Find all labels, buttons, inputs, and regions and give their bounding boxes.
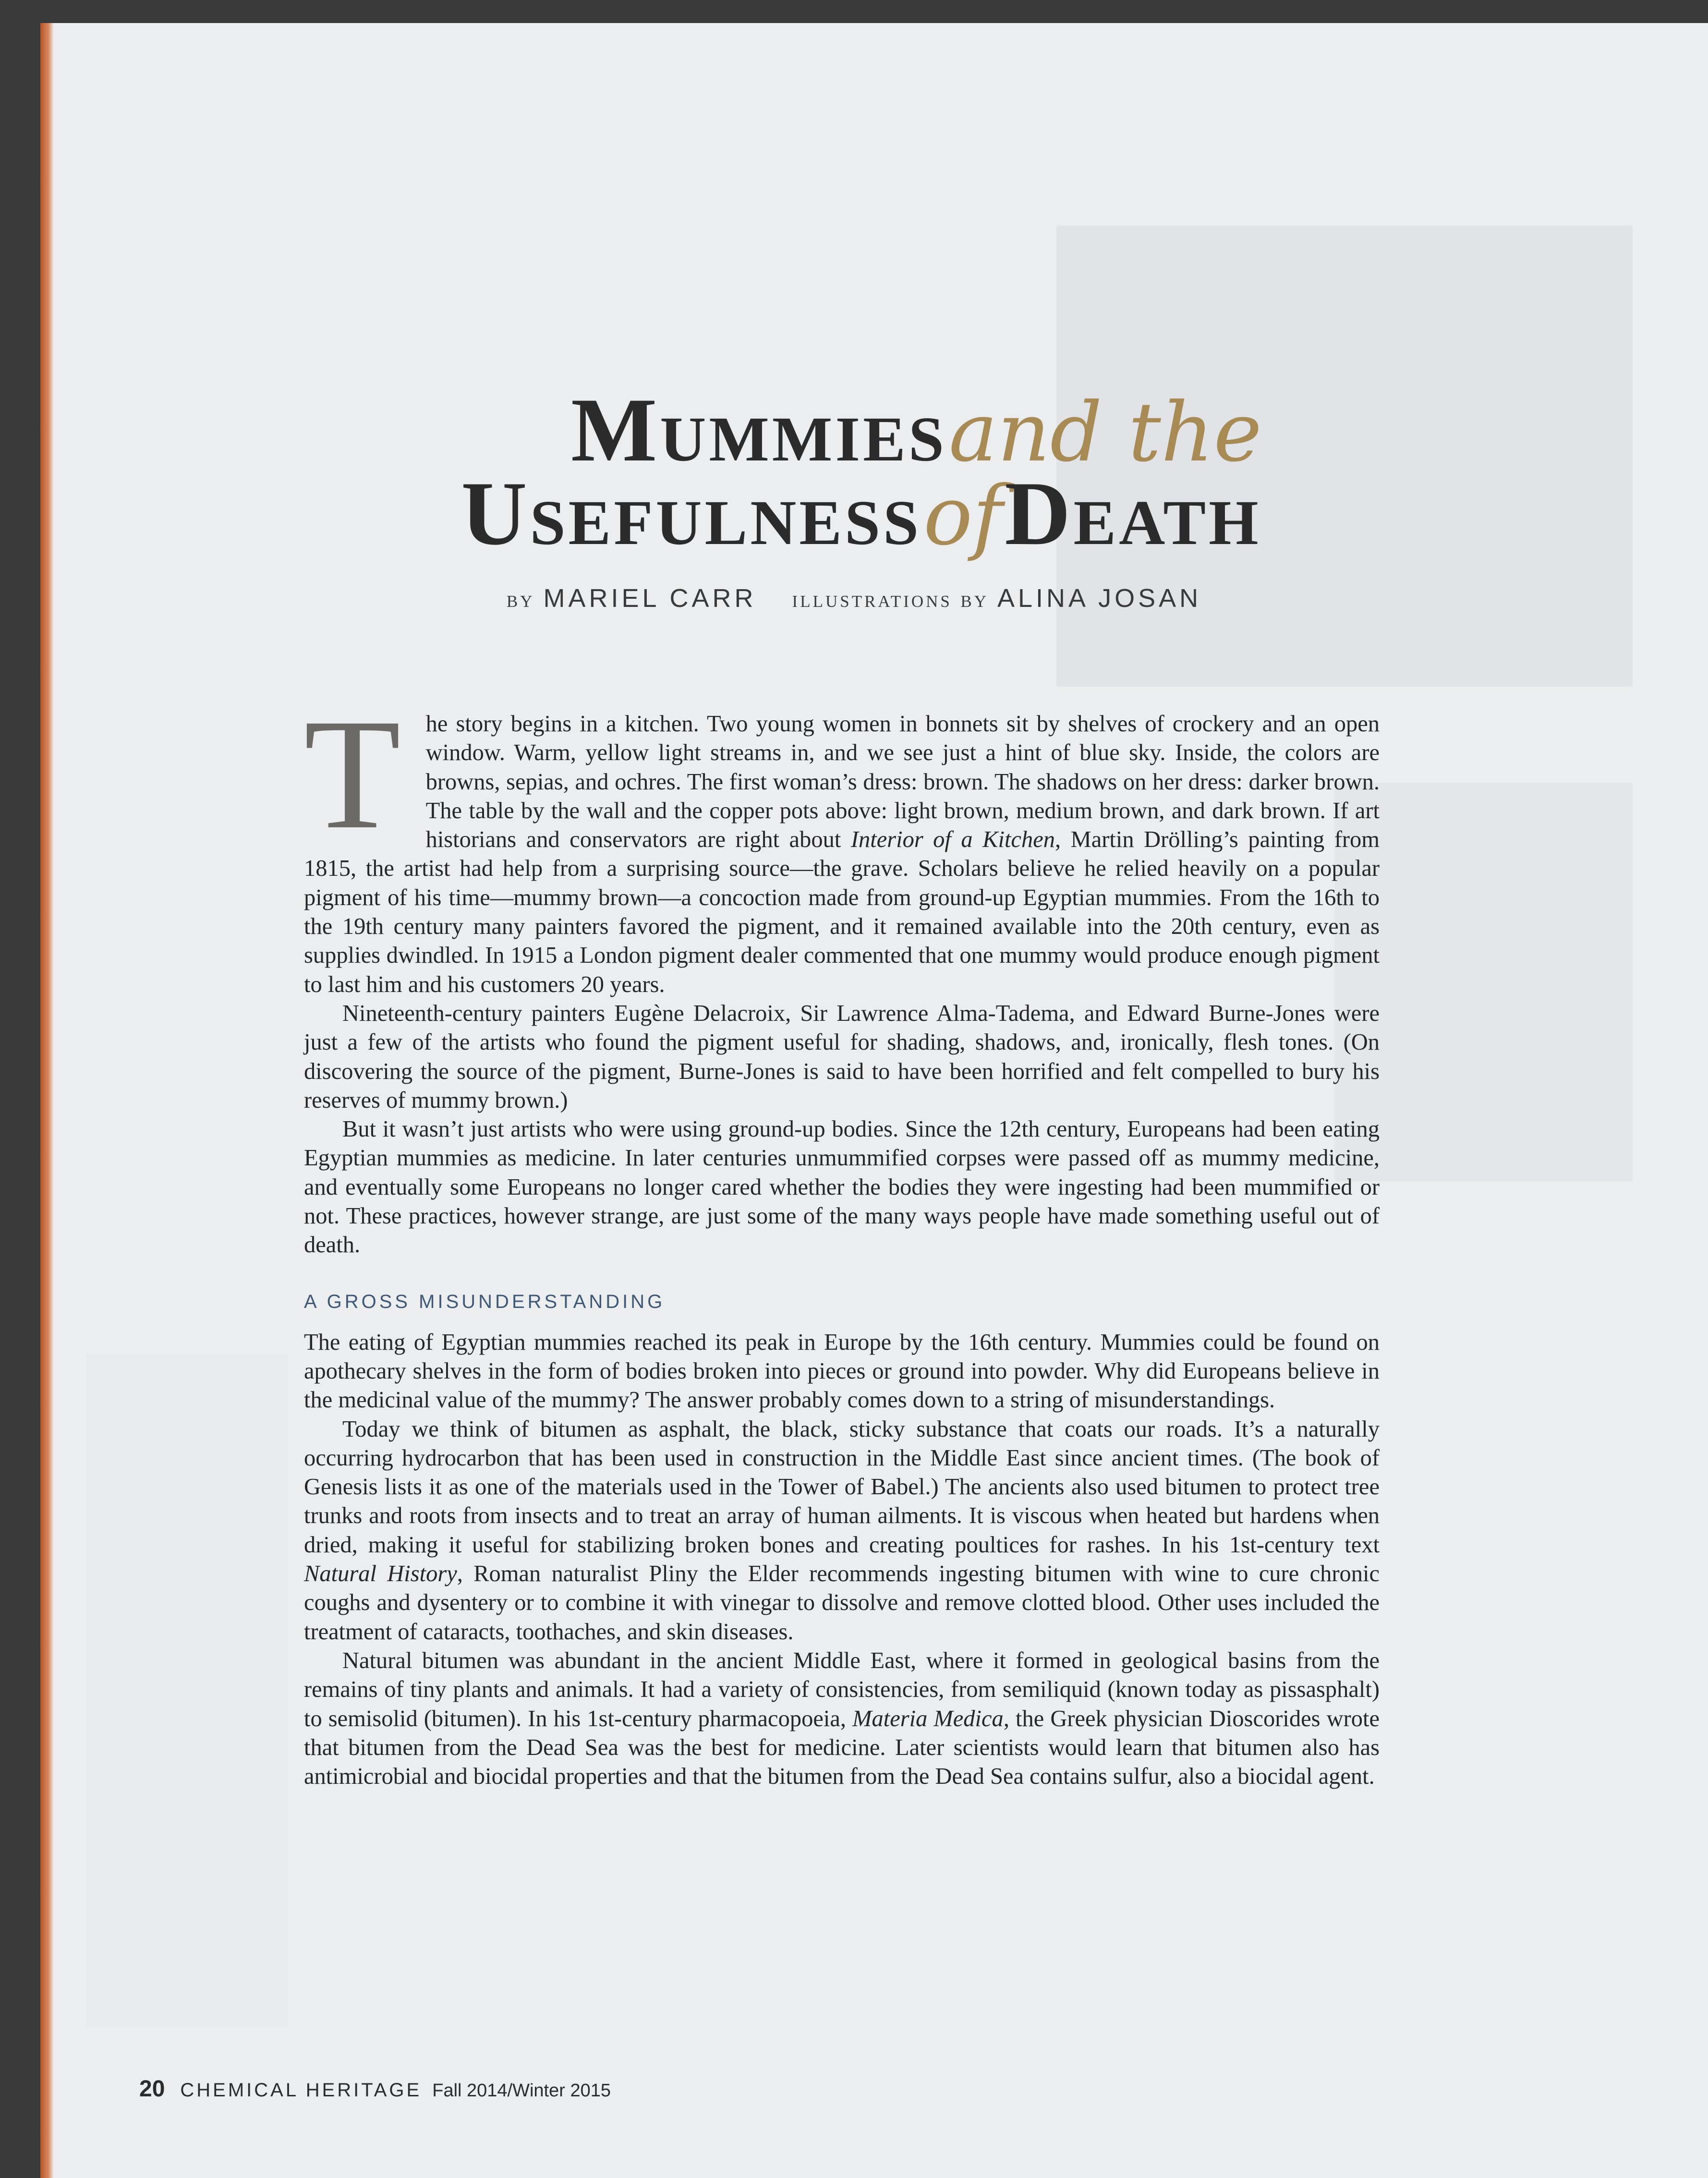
title-word-of: of: [923, 468, 1003, 564]
byline: [0, 583, 1708, 613]
show-through-panel: [1335, 783, 1633, 1181]
paragraph-4: The eating of Egyptian mummies reached its peak in Europe by the 16th century. Mummies could be found on apothecary shelves in the form of bodies broken into pieces or ground into powder. Why did Europeans believe in the medicinal value of the mummy? The answer probably comes down to a string of misunderstandings.: [304, 1329, 1380, 1413]
byline-illustrations-label: illustrations by: [792, 585, 989, 612]
byline-illustrator: ALINA JOSAN: [997, 584, 1202, 613]
title-line-2: [0, 463, 1708, 564]
page-spine-edge: [40, 23, 54, 2178]
article-body: [304, 687, 1380, 1791]
article-title: [0, 380, 1708, 564]
paragraph-1: [304, 687, 1380, 999]
page-footer: [139, 2076, 611, 2102]
paragraph-1-rest: , Martin Drölling’s painting from 1815, the artist had help from a surprising source—the grave. Scholars believe he relied heavily on a popular pigment of his time—mummy brown—a concoction made from ground-up Egyptian mummies. From the 16th to the 19th century many painters favored the pigment, and it remained available into the 20th century, even as supplies dwindled. In 1915 a London pigment dealer commented that one mummy would produce enough pigment to last him and his customers 20 years.: [304, 827, 1380, 997]
title-word-usefulness: Usefulness: [461, 463, 922, 564]
title-word-mummies: Mummies: [571, 380, 947, 481]
paragraph-6: [304, 1646, 1380, 1791]
magazine-name: CHEMICAL HERITAGE: [180, 2080, 422, 2101]
paragraph-5: [304, 1415, 1380, 1646]
paragraph-3: But it wasn’t just artists who were using ground-up bodies. Since the 12th century, Europeans had been eating Egyptian mummies as medicine. In later centuries unmummified corpses were passed off as mummy medicine, and eventually some Europeans no longer cared whether the bodies they were ingesting had been mummified or not. These practices, however strange, are just some of the many ways people have made something useful out of death.: [304, 1116, 1380, 1258]
byline-by-label: by: [506, 585, 535, 612]
paragraph-5-rest: , Roman naturalist Pliny the Elder recommends ingesting bitumen with wine to cure chronic coughs and dysentery or to combine it with vinegar to dissolve and remove clotted blood. Other uses included the treatment of cataracts, toothaches, and skin diseases.: [304, 1561, 1380, 1645]
paragraph-2: Nineteenth-century painters Eugène Delacroix, Sir Lawrence Alma-Tadema, and Edward Burne-Jones were just a few of the artists who found the pigment useful for shading, shadows, and, ironically, flesh tones. (On discovering the source of the pigment, Burne-Jones is said to have been horrified and felt compelled to bury his reserves of mummy brown.): [304, 1000, 1380, 1113]
title-word-death: Death: [1005, 463, 1261, 564]
issue-date: Fall 2014/Winter 2015: [432, 2081, 611, 2101]
paragraph-6-rest: , the Greek physician Dioscorides wrote that bitumen from the Dead Sea was the best for medicine. Later scientists would learn that bitumen also has antimicrobial and biocidal properties and that the bitumen from the Dead Sea contains sulfur, also a biocidal agent.: [304, 1706, 1380, 1790]
show-through-column: [86, 1354, 288, 2026]
painting-title: Interior of a Kitchen: [850, 827, 1055, 853]
byline-author: MARIEL CARR: [543, 584, 757, 613]
paragraph-1-text: he story begins in a kitchen. Two young women in bonnets sit by shelves of crockery and an open window. Warm, yellow light streams in, and we see just a hint of blue sky. Inside, the colors are browns, sepias, and ochres. The first woman’s dress: brown. The shadows on her dress: darker brown. The table by the wall and the copper pots above: light brown, medium brown, and dark brown. If art historians and conservators are right about: [425, 711, 1380, 853]
book-title-natural-history: Natural History: [304, 1561, 457, 1587]
paragraph-6-text: Natural bitumen was abundant in the ancient Middle East, where it formed in geological basins from the remains of tiny plants and animals. It had a variety of consistencies, from semiliquid (known today as pissasphalt) to semisolid (bitumen). In his 1st-century pharmacopoeia,: [304, 1647, 1380, 1731]
page-number: 20: [139, 2076, 165, 2102]
title-word-and-the: and the: [948, 385, 1262, 480]
drop-cap: T: [304, 687, 401, 862]
section-heading: A GROSS MISUNDERSTANDING: [304, 1291, 666, 1312]
book-title-materia-medica: Materia Medica: [852, 1706, 1004, 1731]
paragraph-5-text: Today we think of bitumen as asphalt, the black, sticky substance that coats our roads. It’s a naturally occurring hydrocarbon that has been used in construction in the Middle East since ancient times. (The book of Genesis lists it as one of the materials used in the Tower of Babel.) The ancients also used bitumen to protect tree trunks and roots from insects and to treat an array of human ailments. It is viscous when heated but hardens when dried, making it useful for stabilizing broken bones and creating poultices for rashes. In his 1st-century text: [304, 1416, 1380, 1558]
